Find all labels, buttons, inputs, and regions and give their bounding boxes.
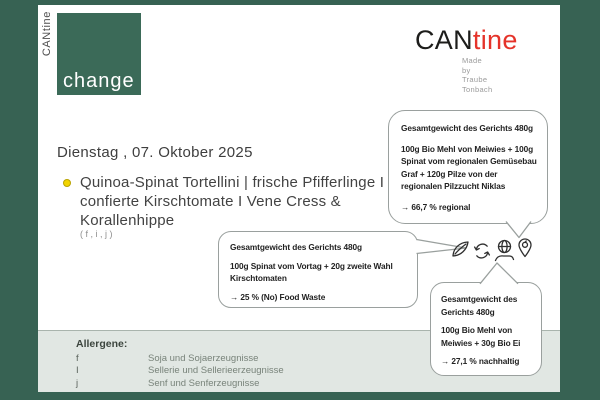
brand-square — [57, 13, 141, 95]
allergen-row — [76, 365, 284, 377]
allergen-heading: Allergene: — [76, 338, 128, 350]
dish-line: Korallenhippe — [80, 212, 175, 229]
tagline-line: by — [462, 65, 471, 75]
allergen-code: j — [76, 377, 79, 389]
menu-bullet-icon — [63, 179, 71, 187]
tagline-line: Traube — [462, 75, 488, 84]
allergen-code: I — [76, 365, 79, 377]
allergen-code: f — [76, 353, 79, 364]
menu-card — [38, 5, 560, 392]
regional-speech-bubble — [388, 110, 548, 224]
bubble-body — [441, 324, 531, 349]
bubble-title: Gesamtgewicht des Gerichts 480g — [401, 123, 534, 133]
dish-title — [80, 173, 384, 230]
bubble-result: → 66,7 % regional — [401, 201, 471, 212]
location-pin-icon — [519, 239, 531, 257]
recycle-icon — [475, 244, 490, 258]
bubble-body-line: Spinat vom regionalen Gemüsebau — [401, 156, 537, 166]
bubble-result: → 27,1 % nachhaltig — [441, 356, 520, 366]
speech-tail — [417, 240, 467, 254]
bubble-body-line: Meiwies + 30g Bio Ei — [441, 337, 521, 348]
logo-tagline — [462, 56, 492, 94]
logo-accent: tine — [472, 25, 518, 55]
allergen-label: Senf und Senferzeugnisse — [148, 377, 260, 389]
sustainable-speech-bubble — [430, 282, 542, 376]
bubble-body-line: regionalen Pilzzucht Niklas — [401, 181, 506, 191]
allergen-row — [76, 353, 284, 365]
food-waste-speech-bubble — [218, 231, 418, 308]
menu-date: Dienstag , 07. Oktober 2025 — [57, 144, 253, 161]
bubble-body — [230, 260, 406, 285]
bubble-body-line: 100g Bio Mehl von Meiwies + 100g — [401, 143, 534, 154]
bubble-body-line: Kirschtomaten — [230, 273, 287, 283]
bubble-body-line: 100g Spinat vom Vortag + 20g zweite Wahl — [230, 260, 393, 271]
dish-allergen-codes: (f,i,j) — [80, 229, 115, 239]
leaf-icon — [453, 242, 468, 256]
allergen-list — [76, 353, 284, 390]
bubble-body — [401, 143, 535, 193]
bubble-result: → 25 % (No) Food Waste — [230, 291, 326, 302]
brand-square-label: change — [63, 70, 135, 92]
dish-line: Quinoa-Spinat Tortellini | frische Pfifferlinge I — [80, 174, 385, 191]
allergen-row — [76, 378, 284, 390]
bubble-title: Gesamtgewicht des Gerichts 480g — [230, 242, 363, 252]
cantine-logo — [415, 25, 518, 56]
bubble-body-line: Graf + 120g Pilze von der — [401, 168, 498, 179]
dish-line: confierte Kirschtomate I Vene Cress & — [80, 193, 341, 210]
hand-globe-icon — [496, 241, 514, 261]
allergen-label: Sellerie und Sellerieerzeugnisse — [148, 365, 284, 377]
allergen-label: Soja und Sojaerzeugnisse — [148, 353, 259, 364]
bubble-body-line: 100g Bio Mehl von — [441, 325, 513, 335]
speech-tail — [480, 263, 518, 284]
tagline-line: Tonbach — [462, 84, 493, 94]
tagline-line: Made — [462, 56, 482, 65]
bubble-title: Gesamtgewicht des Gerichts 480g — [441, 294, 518, 317]
logo-primary: CAN — [415, 25, 473, 55]
vertical-brand-label: CANtine — [41, 11, 53, 57]
